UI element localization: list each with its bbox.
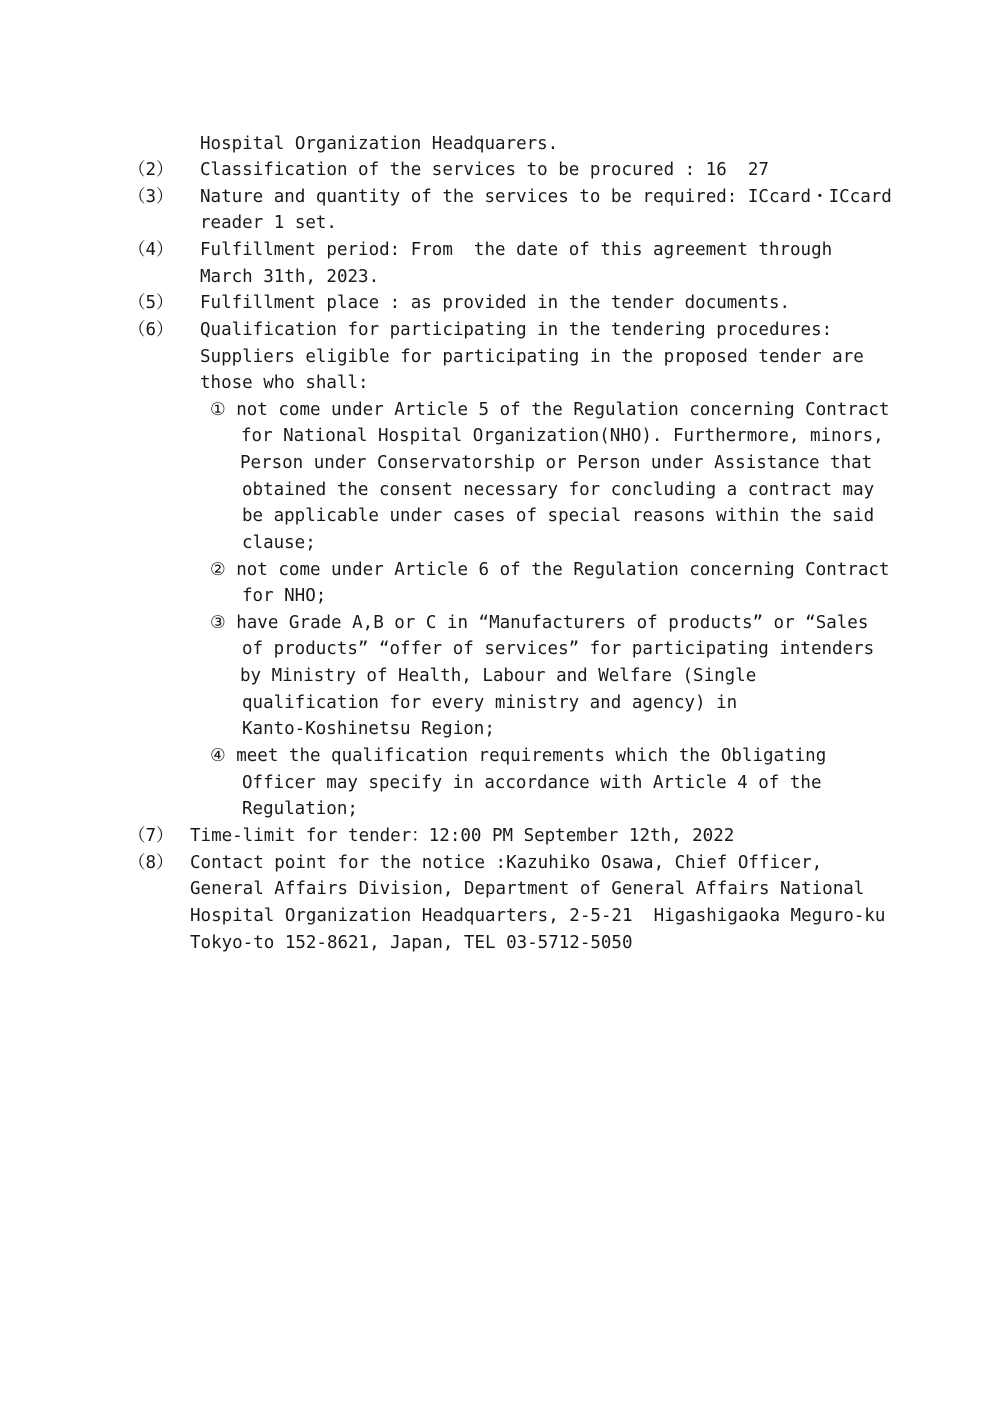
sub-item-2: ② not come under Article 6 of the Regulation concerning Contract [210, 560, 890, 580]
text-line: clause; [242, 533, 316, 553]
text-line: reader 1 set. [200, 213, 337, 233]
sub-item-3: ③ have Grade A,B or C in “Manufacturers of products” or “Sales [210, 613, 869, 633]
text-line: Officer may specify in accordance with Article 4 of the [242, 773, 822, 793]
text-line: obtained the consent necessary for concluding a contract may [242, 480, 875, 500]
item-number-6: （6） [128, 320, 174, 340]
text-line: be applicable under cases of special reasons within the said [242, 506, 875, 526]
text-line: Contact point for the notice :Kazuhiko Osawa, Chief Officer, [190, 853, 823, 873]
text-line: Hospital Organization Headquarers. [200, 134, 559, 154]
text-line: for NHO; [242, 586, 327, 606]
text-line: Classification of the services to be procured : 16 27 [200, 160, 769, 180]
text-line: Kanto-Koshinetsu Region; [242, 719, 495, 739]
text-line: of products” “offer of services” for participating intenders [242, 639, 875, 659]
item-number-3: （3） [128, 187, 174, 207]
text-line: Person under Conservatorship or Person under Assistance that [240, 453, 873, 473]
item-number-7: （7） [128, 826, 174, 846]
text-line: Nature and quantity of the services to be required: ICcard・ICcard [200, 187, 892, 207]
text-line: Time-limit for tender：12:00 PM September 12th, 2022 [190, 826, 735, 846]
text-line: for National Hospital Organization(NHO). Furthermore, minors, [241, 426, 884, 446]
text-line: March 31th, 2023. [200, 267, 380, 287]
sub-item-1: ① not come under Article 5 of the Regulation concerning Contract [210, 400, 890, 420]
text-line: General Affairs Division, Department of General Affairs National [190, 879, 865, 899]
text-line: by Ministry of Health, Labour and Welfare (Single [240, 666, 757, 686]
text-line: those who shall: [200, 373, 369, 393]
text-line: Fulfillment place : as provided in the tender documents. [200, 293, 791, 313]
text-line: Qualification for participating in the tendering procedures: [200, 320, 833, 340]
sub-item-4: ④ meet the qualification requirements which the Obligating [210, 746, 827, 766]
item-number-2: （2） [128, 160, 174, 180]
text-line: Regulation; [242, 799, 358, 819]
text-line: qualification for every ministry and agency) in [242, 693, 738, 713]
item-number-4: （4） [128, 240, 174, 260]
item-number-8: （8） [128, 853, 174, 873]
item-number-5: （5） [128, 293, 174, 313]
text-line: Fulfillment period: From the date of this agreement through [200, 240, 833, 260]
text-line: Tokyo-to 152-8621, Japan, TEL 03-5712-5050 [190, 933, 633, 953]
text-line: Suppliers eligible for participating in the proposed tender are [200, 347, 864, 367]
text-line: Hospital Organization Headquarters, 2-5-21 Higashigaoka Meguro-ku [190, 906, 886, 926]
